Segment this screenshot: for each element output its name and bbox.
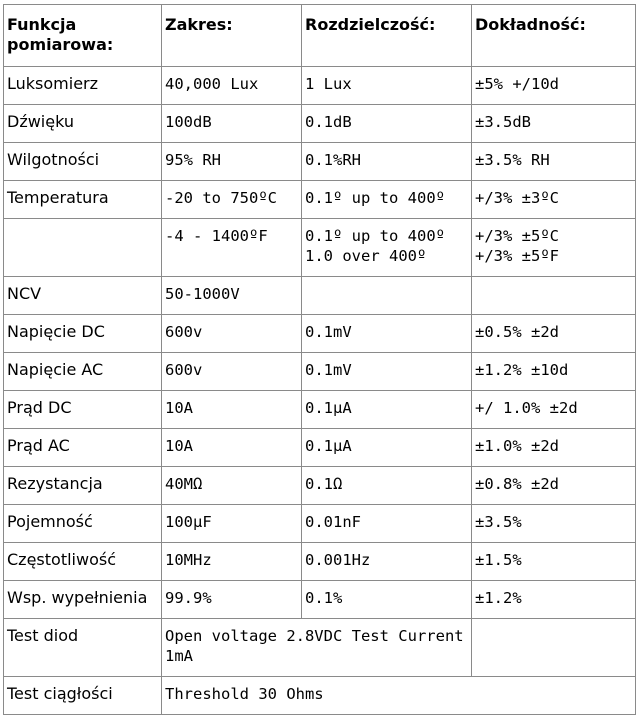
cell-accuracy: ±1.5% (472, 543, 636, 581)
cell-resolution: 0.01nF (302, 505, 472, 543)
cell-function: Pojemność (4, 505, 162, 543)
cell-accuracy: ±1.2% ±10d (472, 353, 636, 391)
table-row (4, 353, 636, 391)
cell-range: 40,000 Lux (162, 67, 302, 105)
table-row (4, 543, 636, 581)
cell-accuracy-line-2: +/3% ±5ºF (475, 247, 559, 265)
cell-function: Test diod (4, 619, 162, 677)
cell-range: 100dB (162, 105, 302, 143)
cell-resolution: 0.1mV (302, 315, 472, 353)
cell-resolution (302, 277, 472, 315)
cell-accuracy (472, 219, 636, 277)
cell-function: Prąd DC (4, 391, 162, 429)
header-resolution: Rozdzielczość: (302, 5, 472, 67)
cell-resolution: 1 Lux (302, 67, 472, 105)
table-row (4, 429, 636, 467)
cell-range: 40MΩ (162, 467, 302, 505)
cell-function: NCV (4, 277, 162, 315)
cell-range: 600v (162, 353, 302, 391)
header-function (4, 5, 162, 67)
cell-range: 600v (162, 315, 302, 353)
cell-range: 50-1000V (162, 277, 302, 315)
cell-resolution: 0.1µA (302, 391, 472, 429)
table-row (4, 67, 636, 105)
cell-resolution: 0.1dB (302, 105, 472, 143)
cell-resolution: 0.1%RH (302, 143, 472, 181)
table-row (4, 105, 636, 143)
cell-range: 95% RH (162, 143, 302, 181)
cell-resolution-line-1: 0.1º up to 400º (305, 227, 445, 245)
cell-resolution (302, 219, 472, 277)
cell-function (4, 219, 162, 277)
cell-accuracy-line-1: +/3% ±5ºC (475, 227, 559, 245)
table-row-merged (4, 619, 636, 677)
cell-merged-text (162, 619, 472, 677)
cell-range: 10MHz (162, 543, 302, 581)
cell-function: Rezystancja (4, 467, 162, 505)
cell-accuracy (472, 619, 636, 677)
cell-range: -4 - 1400ºF (162, 219, 302, 277)
cell-merged-line-2: 1mA (165, 647, 193, 665)
cell-accuracy: ±1.2% (472, 581, 636, 619)
cell-merged-text: Threshold 30 Ohms (162, 677, 636, 715)
table-row (4, 277, 636, 315)
table-row (4, 219, 636, 277)
cell-range: 10A (162, 391, 302, 429)
header-range: Zakres: (162, 5, 302, 67)
cell-resolution: 0.1Ω (302, 467, 472, 505)
cell-accuracy: +/3% ±3ºC (472, 181, 636, 219)
cell-accuracy: ±0.5% ±2d (472, 315, 636, 353)
cell-accuracy: ±3.5dB (472, 105, 636, 143)
cell-resolution-line-2: 1.0 over 400º (305, 247, 427, 265)
cell-accuracy: ±1.0% ±2d (472, 429, 636, 467)
table-row (4, 505, 636, 543)
header-function-line-1: Funkcja (7, 15, 77, 34)
cell-function: Wilgotności (4, 143, 162, 181)
table-row (4, 143, 636, 181)
cell-accuracy: ±3.5% (472, 505, 636, 543)
spec-table (3, 4, 636, 715)
header-accuracy: Dokładność: (472, 5, 636, 67)
table-row (4, 181, 636, 219)
cell-function: Napięcie DC (4, 315, 162, 353)
cell-resolution: 0.001Hz (302, 543, 472, 581)
cell-function: Prąd AC (4, 429, 162, 467)
table-row (4, 391, 636, 429)
cell-function: Temperatura (4, 181, 162, 219)
cell-range: 100µF (162, 505, 302, 543)
cell-function: Dźwięku (4, 105, 162, 143)
cell-accuracy: ±0.8% ±2d (472, 467, 636, 505)
cell-resolution: 0.1º up to 400º (302, 181, 472, 219)
cell-resolution: 0.1mV (302, 353, 472, 391)
cell-accuracy (472, 277, 636, 315)
cell-resolution: 0.1% (302, 581, 472, 619)
cell-range: 99.9% (162, 581, 302, 619)
cell-range: 10A (162, 429, 302, 467)
table-row-merged (4, 677, 636, 715)
cell-merged-line-1: Open voltage 2.8VDC Test Current (165, 627, 464, 645)
cell-accuracy: +/ 1.0% ±2d (472, 391, 636, 429)
table-row (4, 581, 636, 619)
cell-function: Test ciągłości (4, 677, 162, 715)
header-function-line-2: pomiarowa: (7, 35, 114, 54)
cell-accuracy: ±3.5% RH (472, 143, 636, 181)
table-row (4, 467, 636, 505)
cell-accuracy: ±5% +/10d (472, 67, 636, 105)
cell-function: Wsp. wypełnienia (4, 581, 162, 619)
table-row (4, 315, 636, 353)
cell-function: Napięcie AC (4, 353, 162, 391)
cell-function: Częstotliwość (4, 543, 162, 581)
cell-range: -20 to 750ºC (162, 181, 302, 219)
cell-resolution: 0.1µA (302, 429, 472, 467)
cell-function: Luksomierz (4, 67, 162, 105)
header-row (4, 5, 636, 67)
